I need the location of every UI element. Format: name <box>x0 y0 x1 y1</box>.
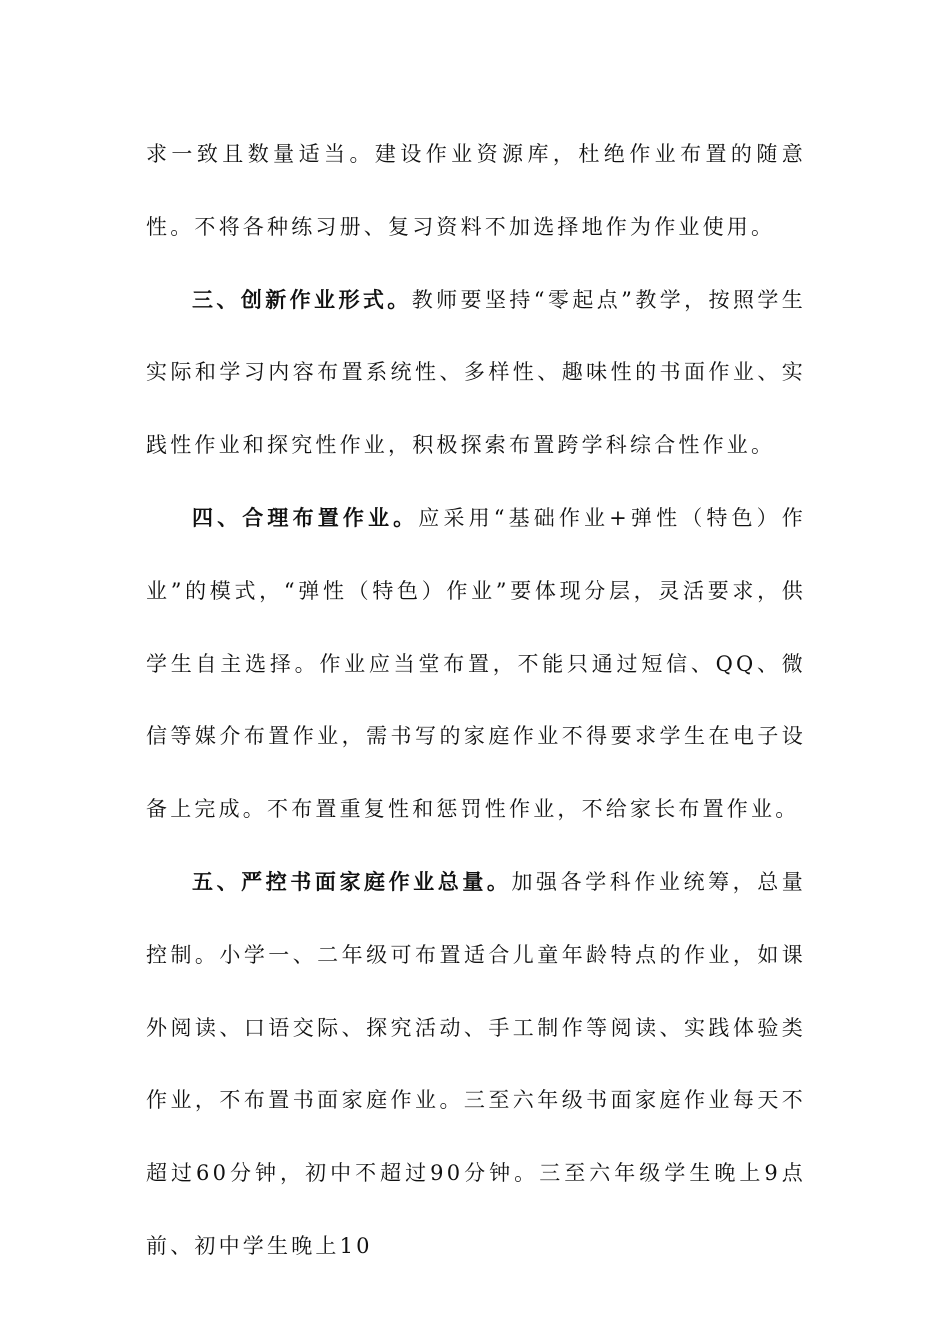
paragraph-text: 求一致且数量适当。建设作业资源库，杜绝作业布置的随意性。不将各种练习册、复习资料不加选择地作为作业使用。 <box>146 142 806 239</box>
paragraph-continuation <box>146 118 806 264</box>
paragraph-innovate-homework <box>146 264 806 482</box>
document-body <box>146 118 806 1283</box>
paragraph-text: 应采用“基础作业+弹性（特色）作业”的模式，“弹性（特色）作业”要体现分层，灵活要求，供学生自主选择。作业应当堂布置，不能只通过短信、QQ、微信等媒介布置作业，需书写的家庭作业不得要求学生在电子设备上完成。不布置重复性和惩罚性作业，不给家长布置作业。 <box>146 505 806 822</box>
paragraph-heading: 五、严控书面家庭作业总量。 <box>192 869 512 894</box>
paragraph-assign-homework <box>146 482 806 846</box>
paragraph-heading: 三、创新作业形式。 <box>192 287 412 312</box>
paragraph-heading: 四、合理布置作业。 <box>192 505 419 530</box>
paragraph-text: 加强各学科作业统筹，总量控制。小学一、二年级可布置适合儿童年龄特点的作业，如课外阅读、口语交际、探究活动、手工制作等阅读、实践体验类作业，不布置书面家庭作业。三至六年级书面家庭作业每天不超过60分钟，初中不超过90分钟。三至六年级学生晚上9点前、初中学生晚上10 <box>146 869 806 1258</box>
paragraph-control-homework <box>146 846 806 1283</box>
paragraph-text: 教师要坚持“零起点”教学，按照学生实际和学习内容布置系统性、多样性、趣味性的书面作业、实践性作业和探究性作业，积极探索布置跨学科综合性作业。 <box>146 287 806 458</box>
